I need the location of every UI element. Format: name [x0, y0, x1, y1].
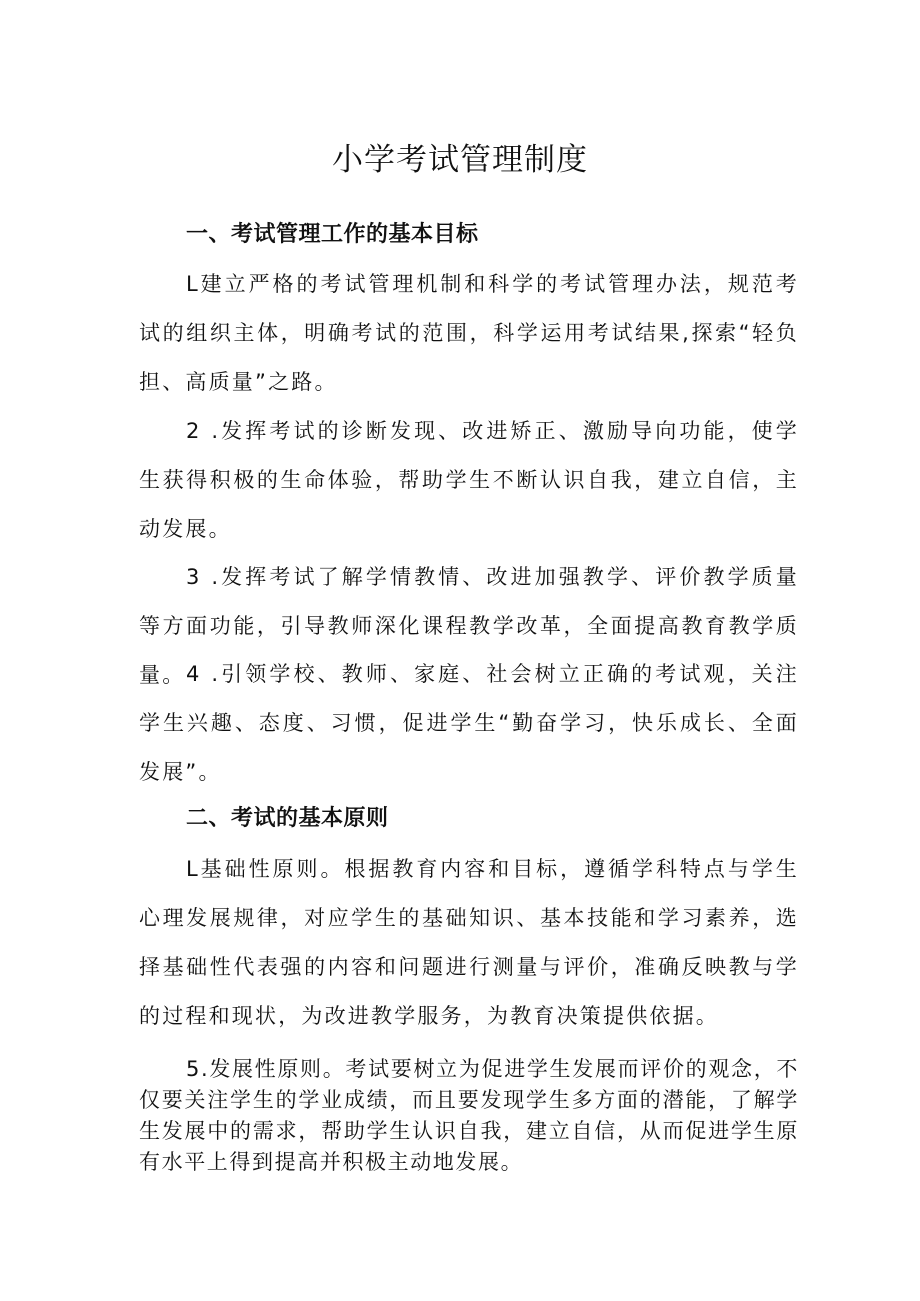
goal-paragraph-4: 4 .引领学校、教师、家庭、社会树立正确的考试观，关注学生兴趣、态度、习惯，促进学生“勤奋学习，快乐成长、全面发展”。	[139, 662, 799, 784]
goal-paragraph-2: 2 .发挥考试的诊断发现、改进矫正、激励导向功能，使学生获得积极的生命体验，帮助学生不断认识自我，建立自信，主动发展。	[139, 419, 799, 541]
section-heading-principles: 二、考试的基本原则	[186, 806, 389, 831]
principle-paragraph-1: L基础性原则。根据教育内容和目标，遵循学科特点与学生心理发展规律，对应学生的基础知识、基本技能和学习素养，选择基础性代表强的内容和问题进行测量与评价，准确反映教与学的过程和现状，为改进教学服务，为教育决策提供依据。	[139, 857, 799, 1028]
goal-paragraph-3: 3 .发挥考试了解学情教情、改进加强教学、评价教学质量等方面功能，引导教师深化课程教学改革，全面提高教育教学质量。	[139, 565, 799, 687]
principle-paragraph-2: 5.发展性原则。考试要树立为促进学生发展而评价的观念，不仅要关注学生的学业成绩，而且要发现学生多方面的潜能，了解学生发展中的需求，帮助学生认识自我，建立自信，从而促进学生原有水平上得到提高并积极主动地发展。	[139, 1057, 799, 1174]
goal-paragraph-1: L建立严格的考试管理机制和科学的考试管理办法，规范考试的组织主体，明确考试的范围，科学运用考试结果,探索“轻负担、高质量”之路。	[139, 272, 799, 394]
section-heading-goals: 一、考试管理工作的基本目标	[186, 222, 479, 247]
document-title: 小学考试管理制度	[332, 142, 588, 178]
